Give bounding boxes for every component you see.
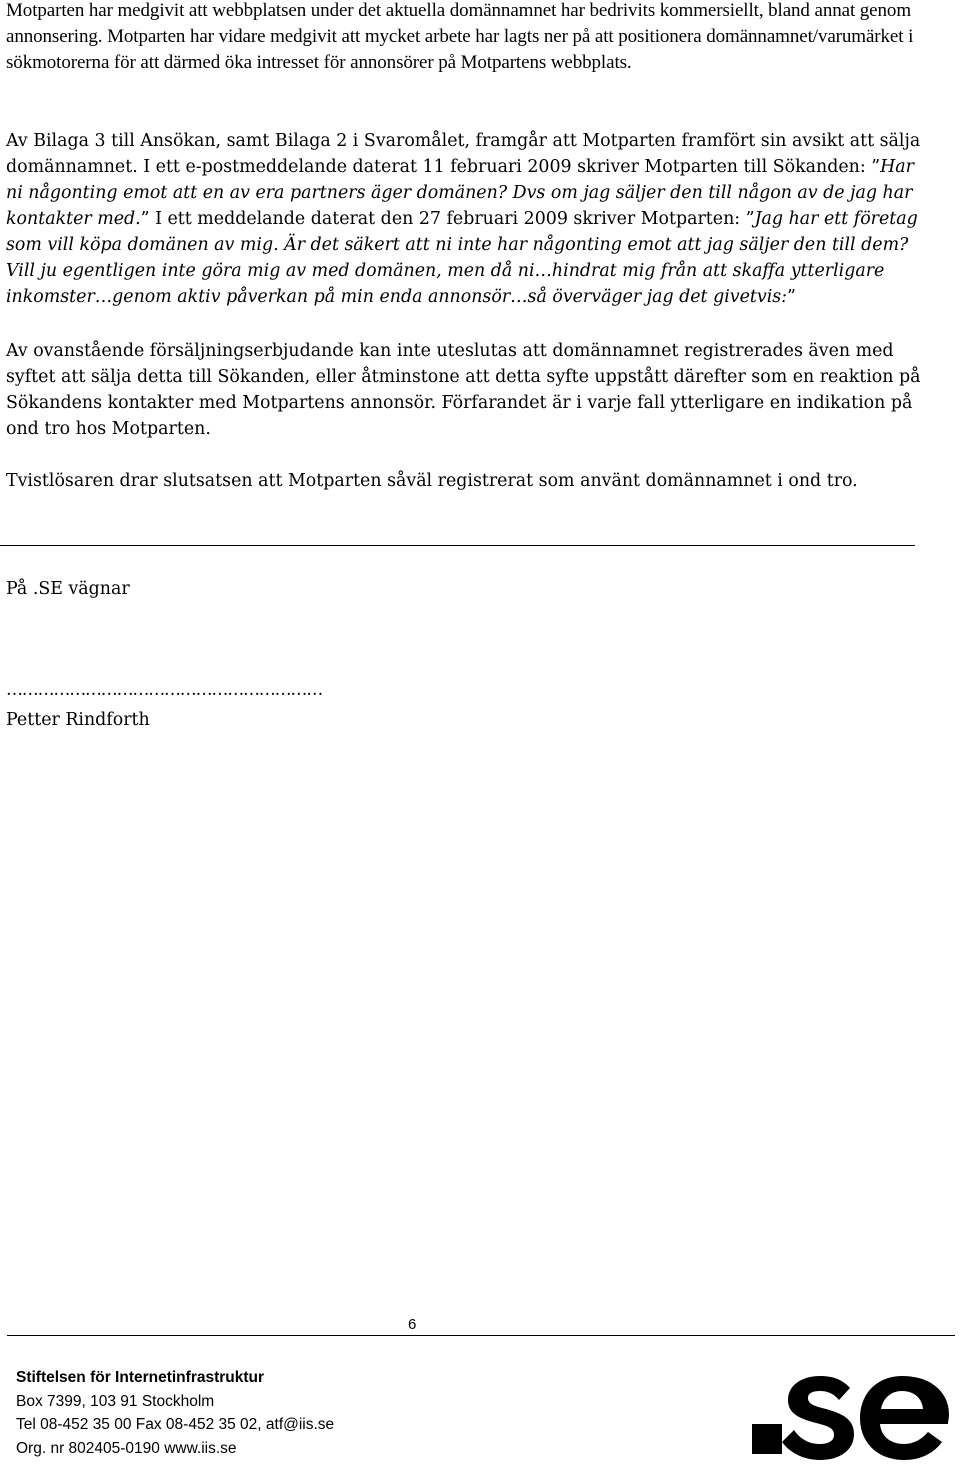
signature-dotted-line: …………………………………………………… [6,680,323,700]
email-quote-2: Jag har ett företag som vill köpa domänen av mig. Är det säkert att ni inte har någonting emot att jag säljer den till dem? Vill ju egentligen inte göra mig av med domänen, men då ni…hindrat mig från att skaffa ytterligare inkomster…genom aktiv påverkan på min enda annonsör…så överväger jag det givetvis: [6,209,918,307]
footer-registration: Org. nr 802405-0190 www.iis.se [16,1439,237,1457]
paragraph-final-conclusion: Tvistlösaren drar slutsatsen att Motparten såväl registrerat som använt domännamnet i ond tro. [6,471,858,491]
footer-contact: Tel 08-452 35 00 Fax 08-452 35 02, atf@iis.se [16,1416,335,1433]
footer-separator [7,1335,955,1336]
footer [16,1366,334,1460]
paragraph-sale-intent-text-1: Av Bilaga 3 till Ansökan, samt Bilaga 2 i Svaromålet, framgår att Motparten framfört sin avsikt att sälja domännamnet. I ett e-postmeddelande daterat 11 februari 2009 skriver Motparten till Sökanden: ” [6,131,921,177]
paragraph-sale-offer-conclusion: Av ovanstående försäljningserbjudande kan inte uteslutas att domännamnet registrerades även med syftet att sälja detta till Sökanden, eller åtminstone att detta syfte uppstått därefter som en reaktion på Sökandens kontakter med Motpartens annonsör. Förfarandet är i varje fall ytterligare en indikation på ond tro hos Motparten. [6,341,921,439]
footer-organization: Stiftelsen för Internetinfrastruktur [16,1369,265,1386]
paragraph-sale-intent [6,128,926,310]
separator-line [0,545,915,546]
page-number: 6 [408,1316,417,1333]
signature-on-behalf-of: På .SE vägnar [6,579,130,599]
signer-name: Petter Rindforth [6,710,150,730]
email-quote-1: Har ni någonting emot att en av era partners äger domänen? Dvs om jag säljer den till någon av de jag har kontakter med. [6,157,914,229]
paragraph-sale-intent-text-3: ” [787,287,796,307]
se-logo [752,1360,952,1465]
paragraph-commercial-use: Motparten har medgivit att webbplatsen under det aktuella domännamnet har bedrivits kommersiellt, bland annat genom annonsering. Motparten har vidare medgivit att mycket arbete har lagts ner på att positionera domännamnet/varumärket i sökmotorerna för att därmed öka intresset för annonsörer på Motpartens webbplats. [6,0,914,73]
paragraph-sale-intent-text-2: ” I ett meddelande daterat den 27 februari 2009 skriver Motparten: ” [140,209,755,229]
footer-address: Box 7399, 103 91 Stockholm [16,1392,215,1410]
